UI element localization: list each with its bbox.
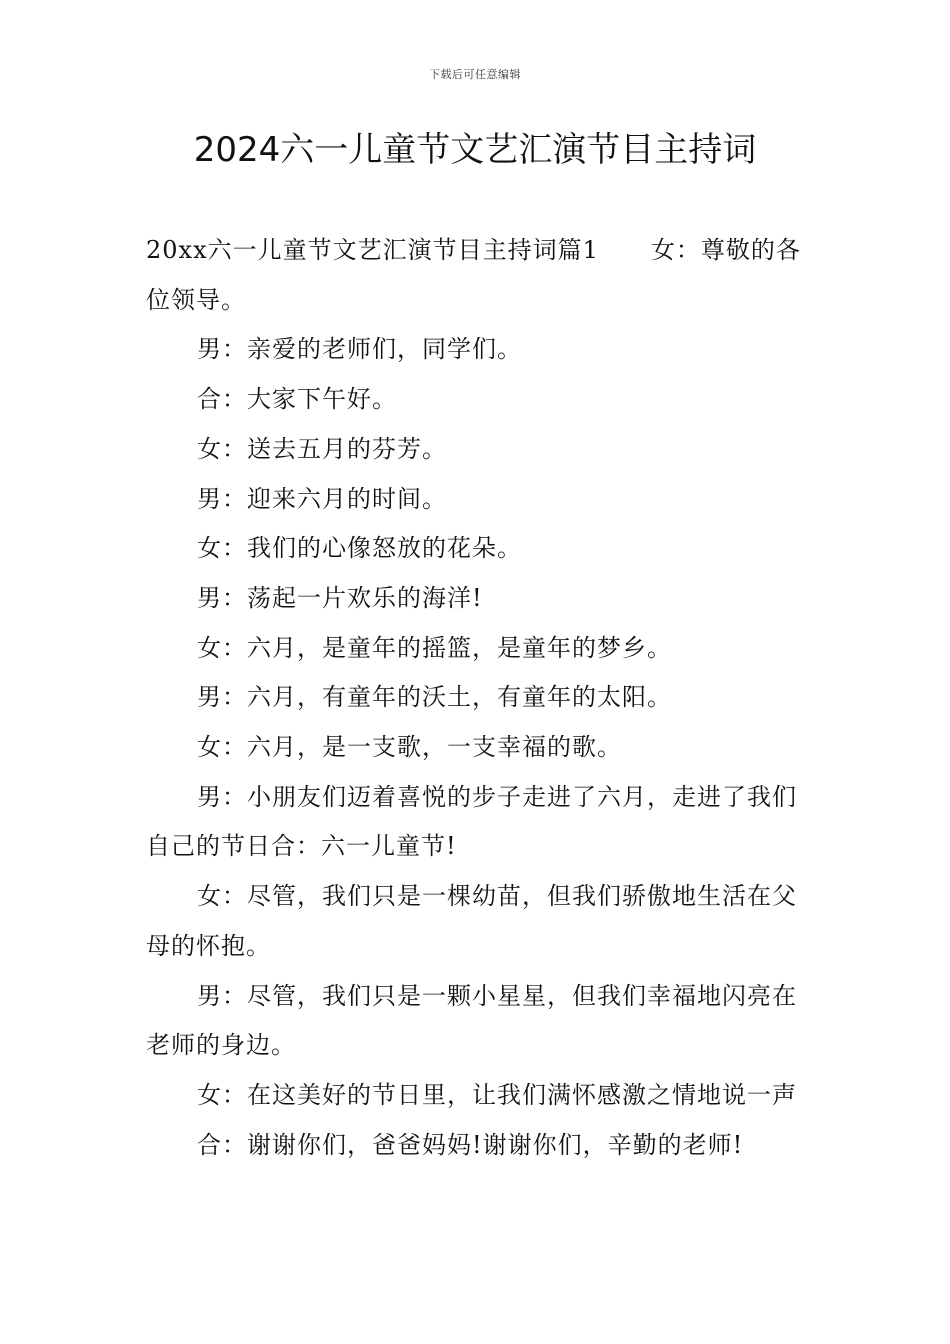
- dialogue-line: 女：在这美好的节日里，让我们满怀感激之情地说一声: [197, 1080, 797, 1109]
- dialogue-line: 男：迎来六月的时间。: [197, 484, 447, 513]
- dialogue-line: 女：我们的心像怒放的花朵。: [197, 534, 522, 563]
- intro-paragraph: [146, 226, 808, 325]
- document-title: 2024六一儿童节文艺汇演节目主持词: [193, 130, 757, 170]
- dialogue-line: 女：送去五月的芬芳。: [197, 434, 447, 463]
- dialogue-line: 男：亲爱的老师们，同学们。: [197, 335, 522, 364]
- dialogue-line: 男：小朋友们迈着喜悦的步子走进了六月，走进了我们自己的节日合：六一儿童节!: [146, 782, 797, 861]
- dialogue-line: 女：尊敬的各位领导。: [146, 236, 801, 314]
- dialogue-line: 女：尽管，我们只是一棵幼苗，但我们骄傲地生活在父母的怀抱。: [146, 882, 797, 960]
- dialogue-line: 女：六月，是一支歌，一支幸福的歌。: [197, 733, 622, 762]
- dialogue-line: 男：荡起一片欢乐的海洋!: [197, 583, 483, 612]
- header-note: 下载后可任意编辑: [429, 68, 521, 81]
- section-heading: 20xx六一儿童节文艺汇演节目主持词篇1: [146, 236, 599, 264]
- dialogue-line: 合：谢谢你们，爸爸妈妈!谢谢你们，辛勤的老师!: [197, 1130, 744, 1159]
- dialogue-line: 女：六月，是童年的摇篮，是童年的梦乡。: [197, 633, 672, 662]
- document-body: [146, 226, 808, 1170]
- dialogue-line: 合：大家下午好。: [197, 385, 397, 414]
- dialogue-line: 男：尽管，我们只是一颗小星星，但我们幸福地闪亮在老师的身边。: [146, 981, 797, 1060]
- dialogue-line: 男：六月，有童年的沃土，有童年的太阳。: [197, 683, 672, 712]
